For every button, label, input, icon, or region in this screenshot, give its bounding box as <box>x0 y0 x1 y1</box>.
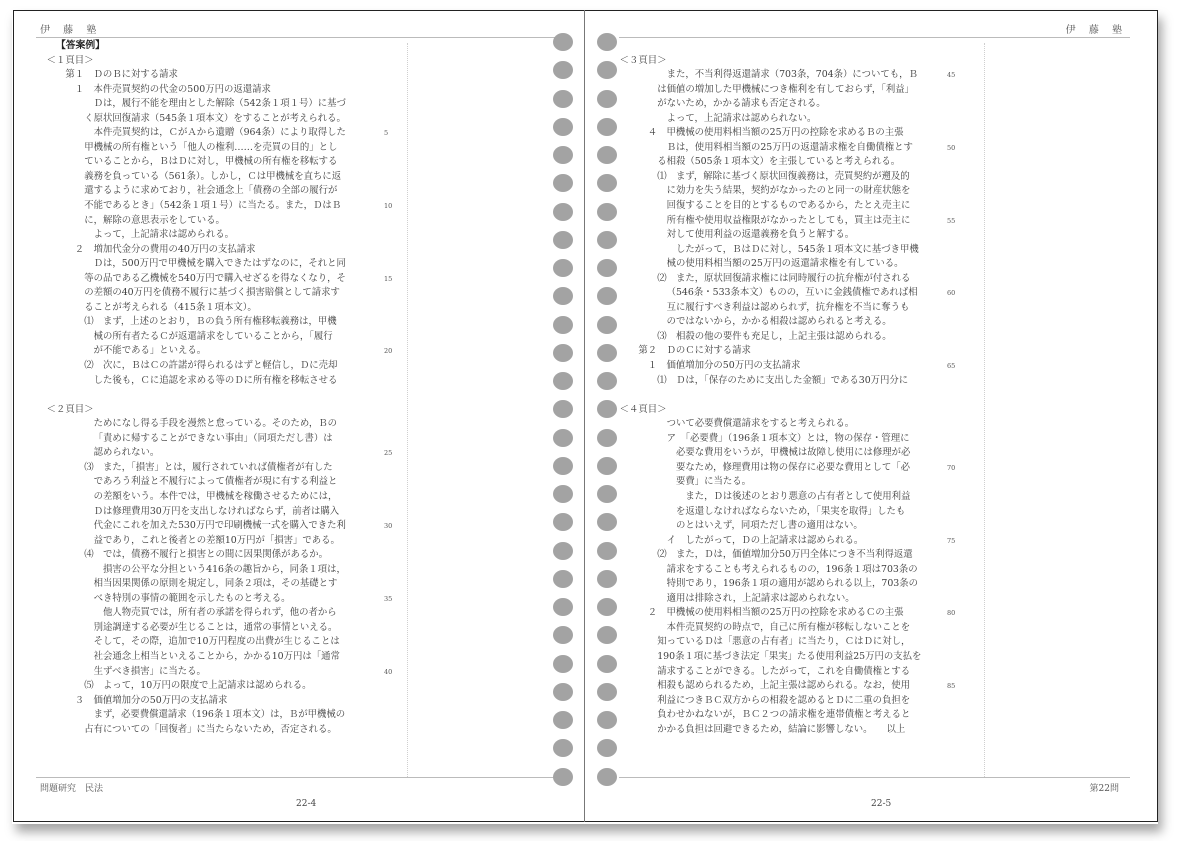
text-line-content: 適用は排除され，上記請求は認められない。 <box>666 592 855 604</box>
text-line-content: 占有についての「回復者」に当たらないため，否定される。 <box>84 723 337 735</box>
line-number: 10 <box>384 202 393 211</box>
binding-hole <box>597 33 617 51</box>
text-line-content: 請求することができる。したがって，これを自働債権とする <box>657 665 911 677</box>
text-line-content: 第１ ＤのＢに対する請求 <box>65 69 178 81</box>
text-line-content: は価値の増加した甲機械につき権利を有しておらず，「利益」 <box>657 83 915 95</box>
binding-hole <box>597 683 617 701</box>
binding-hole <box>553 542 573 560</box>
text-line-content: 等の品である乙機械を540万円で購入せざるを得なくなり，そ <box>84 272 346 284</box>
text-line-content: ア 「必要費」（196条１項本文）とは，物の保存・管理に <box>666 432 910 444</box>
binding-hole <box>553 768 573 786</box>
line-number: 85 <box>947 682 956 691</box>
text-line-content: 請求をすることも考えられるものの，196条１項は703条の <box>666 563 918 575</box>
text-line-content: 械の使用料相当額の25万円の返還請求権を有している。 <box>666 258 904 270</box>
binding-hole <box>553 90 573 108</box>
text-line-content: よって，上記請求は認められる。 <box>93 229 235 241</box>
text-line-content: Ｄは，履行不能を理由とした解除（542条１項１号）に基づ <box>93 98 346 110</box>
text-line-content: 所有権や使用収益権限がなかったとしても，買主は売主に <box>666 214 911 226</box>
text-line-content: 知っているＤは「悪意の占有者」に当たり，ＣはＤに対し， <box>657 636 911 648</box>
binding-hole <box>597 90 617 108</box>
line-number: 70 <box>947 463 956 472</box>
text-line-content: 代金にこれを加えた530万円で印刷機械一式を購入できた利 <box>93 520 346 532</box>
text-line-content: ＜３頁目＞ <box>619 54 667 66</box>
text-line-content: く原状回復請求（545条１項本文）をすることが考えられる。 <box>84 112 346 124</box>
binding-hole <box>597 400 617 418</box>
text-line-content: したがって，ＢはＤに対し，545条１項本文に基づき甲機 <box>676 243 919 255</box>
text-line-content: 械の所有者たるＣが返還請求をしていることから，「履行 <box>93 330 333 342</box>
text-line-content: 本件売買契約の時点で，自己に所有権が移転しないことを <box>666 621 911 633</box>
text-line-content: ⑸ よって，10万円の限度で上記請求は認められる。 <box>84 680 312 692</box>
binding-hole <box>597 655 617 673</box>
text-line-content: （546条・533条本文）ものの，互いに金銭債権であれば相 <box>666 287 918 299</box>
binding-hole <box>597 344 617 362</box>
text-line-content: ていることから，ＢはＤに対し，甲機械の所有権を移転する <box>84 156 338 168</box>
line-number: 40 <box>384 667 393 676</box>
binding-hole <box>597 457 617 475</box>
text-line-content: ⑴ Ｄは，「保存のために支出した金額」である30万円分に <box>657 374 909 386</box>
text-line-content: かかる負担は回避できるため，結論に影響しない。 以上 <box>657 723 906 735</box>
line-number: 55 <box>947 216 956 225</box>
text-line-content: ＜２頁目＞ <box>46 403 94 415</box>
text-line-content: 他人物売買では，所有者の承諾を得られず，他の者から <box>103 607 337 619</box>
binding-hole <box>553 739 573 757</box>
header-rule <box>619 37 1130 38</box>
page-number: 22-5 <box>871 799 892 809</box>
text-line-content: 負わせかねないが，ＢＣ２つの請求権を連帯債権と考えると <box>657 709 911 721</box>
text-line-content: 不能であるとき」（542条１項１号）に当たる。また，ＤはＢ <box>84 200 342 212</box>
text-line-content: 特則であり，196条１項の適用が認められる以上，703条の <box>666 578 919 590</box>
text-line-content: 相殺も認められるため，上記主張は認められる。なお，使用 <box>657 680 910 692</box>
text-line-content: ４ 甲機械の使用料相当額の25万円の控除を求めるＢの主張 <box>647 127 904 139</box>
binding-hole <box>553 429 573 447</box>
binding-hole <box>553 61 573 79</box>
line-number: 35 <box>384 594 393 603</box>
binding-hole <box>553 626 573 644</box>
line-number: 65 <box>947 362 956 371</box>
text-line-content: 益であり，これと後者との差額10万円が「損害」である。 <box>93 534 340 546</box>
line-number: 50 <box>947 143 956 152</box>
text-line-content: ⑵ また，Ｄは，価値増加分50万円全体につき不当利得返還 <box>657 549 913 561</box>
line-number: 15 <box>384 274 393 283</box>
text-line-content: ためになし得る手段を漫然と怠っている。そのため，Ｂの <box>93 418 337 430</box>
footer-rule <box>619 777 1130 778</box>
text-line-content: ２ 増加代金分の費用の40万円の支払請求 <box>74 243 256 255</box>
text-line-content: ３ 価値増加分の50万円の支払請求 <box>74 694 228 706</box>
text-line-content: の差額をいう。本件では，甲機械を稼働させるためには， <box>93 490 338 502</box>
text-line-content: ⑴ まず，上述のとおり，Ｂの負う所有権移転義務は，甲機 <box>84 316 337 328</box>
line-number: 60 <box>947 289 956 298</box>
header-rule <box>36 37 561 38</box>
text-line-content: 第２ ＤのＣに対する請求 <box>638 345 751 357</box>
line-number: 20 <box>384 347 393 356</box>
text-line-content: そして，その際，追加で10万円程度の出費が生じることは <box>93 636 340 648</box>
binding-hole <box>553 203 573 221</box>
text-line-content: 要なため，修理費用は物の保存に必要な費用として「必 <box>676 461 911 473</box>
text-line-content: Ｂは，使用料相当額の25万円の返還請求権を自働債権とす <box>666 141 913 153</box>
text-line-content: ることが考えられる（415条１項本文）。 <box>84 301 257 313</box>
text-line-content: ⑵ 次に，ＢはＣの許諾が得られるはずと軽信し，Ｄに売却 <box>84 360 338 372</box>
text-line-content: ＜１頁目＞ <box>46 54 94 66</box>
text-line-content: がないため，かかる請求も否定される。 <box>657 98 826 110</box>
text-line-content: ＜４頁目＞ <box>619 403 667 415</box>
margin-line <box>984 43 985 777</box>
text-line-content: 別途調達する必要が生じることは，通常の事情といえる。 <box>93 621 338 633</box>
text-line-content: Ｄは修理費用30万円を支出しなければならず，前者は購入 <box>93 505 340 517</box>
binding-hole <box>553 570 573 588</box>
text-line-content: ⑶ 相殺の他の要件も充足し，上記主張は認められる。 <box>657 330 892 342</box>
page-number: 22-4 <box>296 799 317 809</box>
text-line-content: 損害の公平な分担という416条の趣旨から，同条１項は， <box>103 563 346 575</box>
binding-hole <box>597 372 617 390</box>
text-line-content: 対して使用利益の返還義務を負うと解する。 <box>666 229 855 241</box>
binding-hole <box>597 570 617 588</box>
text-line-content: の差額の40万円を債務不履行に基づく損害賠償として請求す <box>84 287 340 299</box>
text-line-content: に，解除の意思表示をしている。 <box>84 214 225 226</box>
text-line-content: が不能である」といえる。 <box>93 345 207 357</box>
binding-hole <box>597 146 617 164</box>
text-line-content: 要費」に当たる。 <box>676 476 752 488</box>
binding-hole <box>597 768 617 786</box>
text-line-content: 本件売買契約は，ＣがＡから遺贈（964条）により取得した <box>93 127 346 139</box>
binding-hole <box>597 739 617 757</box>
binding-hole <box>597 485 617 503</box>
line-number: 80 <box>947 609 956 618</box>
binding-hole <box>553 146 573 164</box>
line-number: 25 <box>384 449 393 458</box>
footer-label: 第22問 <box>1089 784 1119 794</box>
text-line-content: 【答案例】 <box>56 40 105 51</box>
text-line-content: 互に履行すべき利益は認められず，抗弁権を不当に奪うも <box>666 301 910 313</box>
binding-hole <box>597 316 617 334</box>
binding-hole <box>597 626 617 644</box>
text-line-content: よって，上記請求は認められない。 <box>666 112 817 124</box>
text-line-content: まず，必要費償還請求（196条１項本文）は，Ｂが甲機械の <box>93 709 346 721</box>
text-line-content: イ したがって，Ｄの上記請求は認められる。 <box>666 534 864 546</box>
binding-hole <box>553 598 573 616</box>
text-line-content: 「責めに帰することができない事由」（同項ただし書）は <box>93 432 333 444</box>
text-line-content: 190条１項に基づき法定「果実」たる使用利益25万円の支払を <box>657 650 922 662</box>
text-line-content: ついて必要費償還請求をすると考えられる。 <box>666 418 855 430</box>
binding-hole <box>597 174 617 192</box>
binding-holes-right <box>597 33 619 796</box>
binding-hole <box>553 400 573 418</box>
text-line-content: る相殺（505条１項本文）を主張していると考えられる。 <box>657 156 901 168</box>
line-number: 30 <box>384 522 393 531</box>
binding-hole <box>553 711 573 729</box>
binding-hole <box>597 429 617 447</box>
margin-line <box>407 43 408 777</box>
text-line-content: であろう利益と不履行によって債権者が現に有する利益と <box>93 476 338 488</box>
binding-hole <box>553 485 573 503</box>
binding-hole <box>553 118 573 136</box>
binding-hole <box>553 513 573 531</box>
binding-hole <box>597 287 617 305</box>
binding-hole <box>597 598 617 616</box>
binding-hole <box>553 316 573 334</box>
text-line-content: ２ 甲機械の使用料相当額の25万円の控除を求めるＣの主張 <box>647 607 904 619</box>
left-page <box>13 10 586 822</box>
line-number: 45 <box>947 71 956 80</box>
binding-hole <box>597 118 617 136</box>
text-line-content: 甲機械の所有権という「他人の権利……を売買の目的」とし <box>84 141 338 153</box>
text-line-content: 生ずべき損害」に当たる。 <box>93 665 206 677</box>
binding-hole <box>553 33 573 51</box>
binding-hole <box>597 542 617 560</box>
binding-hole <box>553 344 573 362</box>
text-line-content: 社会通念上相当といえることから，かかる10万円は「通常 <box>93 650 340 662</box>
footer-label: 問題研究 民法 <box>40 784 104 794</box>
text-line-content: を返還しなければならないため，「果実を取得」したも <box>676 505 906 517</box>
text-line-content: １ 本件売買契約の代金の500万円の返還請求 <box>74 83 271 95</box>
text-line-content: のとはいえず，同項ただし書の適用はない。 <box>676 520 863 532</box>
text-line-content: 義務を負っている（561条）。しかし，Ｃは甲機械を直ちに返 <box>84 170 342 182</box>
text-line-content: また，不当利得返還請求（703条，704条）についても，Ｂ <box>666 69 918 81</box>
binding-hole <box>553 655 573 673</box>
text-line-content: 相当因果関係の原則を規定し，同条２項は，その基礎とす <box>93 578 338 590</box>
right-page <box>585 10 1158 822</box>
binding-hole <box>553 372 573 390</box>
binding-holes-left <box>553 33 575 796</box>
binding-hole <box>553 259 573 277</box>
text-line-content: した後も，Ｃに追認を求める等のＤに所有権を移転させる <box>93 374 338 386</box>
text-line-content: べき特別の事情の範囲を示したものと考える。 <box>93 592 291 604</box>
binding-hole <box>553 231 573 249</box>
binding-hole <box>597 513 617 531</box>
text-line-content: のではないから，かかる相殺は認められると考える。 <box>666 316 892 328</box>
binding-hole <box>553 174 573 192</box>
text-line-content: １ 価値増加分の50万円の支払請求 <box>647 360 801 372</box>
footer-rule <box>36 777 561 778</box>
text-line-content: ⑴ まず，解除に基づく原状回復義務は，売買契約が遡及的 <box>657 170 910 182</box>
binding-hole <box>597 61 617 79</box>
binding-hole <box>553 683 573 701</box>
text-line-content: に効力を失う結果，契約がなかったのと同一の財産状態を <box>666 185 911 197</box>
binding-hole <box>597 203 617 221</box>
binding-hole <box>597 259 617 277</box>
text-line-content: 必要な費用をいうが，甲機械は故障し使用には修理が必 <box>676 447 911 459</box>
text-line-content: ⑷ では，債務不履行と損害との間に因果関係があるか。 <box>84 549 328 561</box>
text-line-content: Ｄは，500万円で甲機械を購入できたはずなのに，それと同 <box>93 258 346 270</box>
text-line-content: 認められない。 <box>93 447 160 459</box>
line-number: 5 <box>384 129 389 138</box>
binding-hole <box>597 711 617 729</box>
text-line-content: 還するように求めており，社会通念上「債務の全部の履行が <box>84 185 338 197</box>
binding-hole <box>553 287 573 305</box>
binding-hole <box>597 231 617 249</box>
line-number: 75 <box>947 536 956 545</box>
binding-hole <box>553 457 573 475</box>
text-line-content: ⑶ また，「損害」とは，履行されていれば債権者が有した <box>84 461 333 473</box>
text-line-content: また，Ｄは後述のとおり悪意の占有者として使用利益 <box>685 490 911 502</box>
text-line-content: 利益につきＢＣ双方からの相殺を認めるとＤに二重の負担を <box>657 694 911 706</box>
text-line-content: ⑵ また，原状回復請求権には同時履行の抗弁権が付される <box>657 272 911 284</box>
header-title: 伊 藤 塾 <box>40 25 102 36</box>
text-line-content: 回復することを目的とするものであるから，たとえ売主に <box>666 200 911 212</box>
header-title: 伊 藤 塾 <box>1065 25 1127 36</box>
